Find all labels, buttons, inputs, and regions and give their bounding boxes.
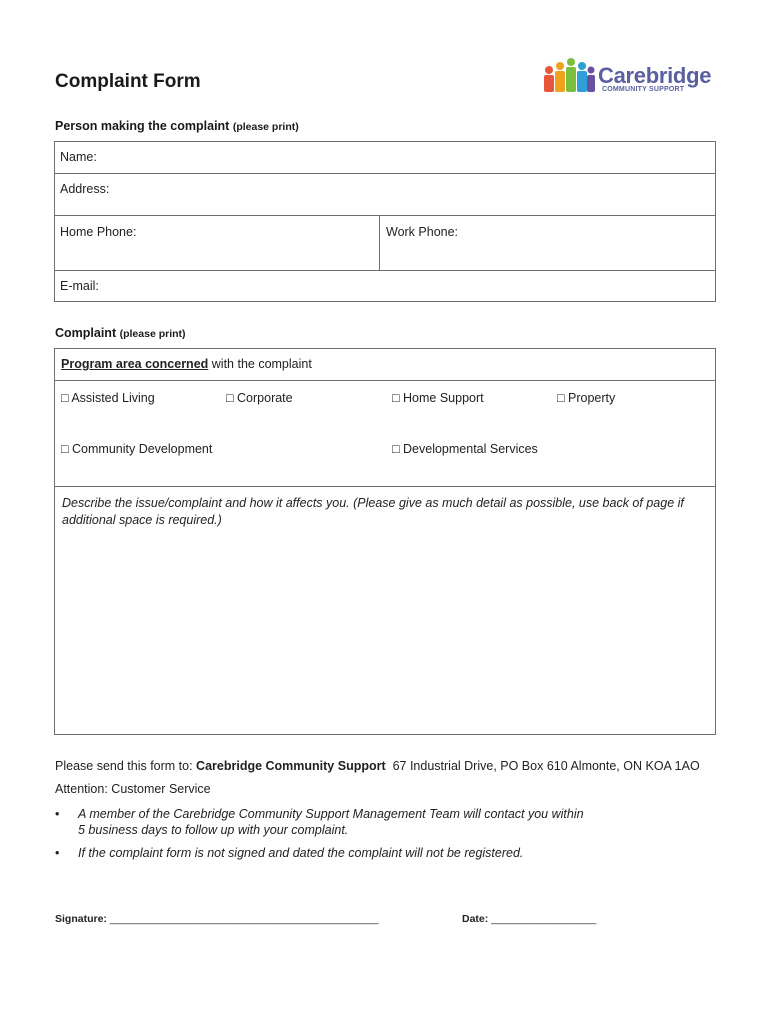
option-developmental-services[interactable]: □ Developmental Services <box>392 442 538 456</box>
program-header <box>61 357 312 371</box>
signature-line: ______________________________________________ <box>109 913 379 925</box>
person-info-box <box>54 141 716 302</box>
send-org: Carebridge Community Support <box>196 759 386 773</box>
send-prefix: Please send this form to: <box>55 759 197 773</box>
option-property[interactable]: □ Property <box>557 391 616 405</box>
address-label: Address: <box>60 182 110 196</box>
send-address: 67 Industrial Drive, PO Box 610 Almonte, ON KOA 1AO <box>385 759 700 773</box>
option-home-support[interactable]: □ Home Support <box>392 391 484 405</box>
work-phone-label: Work Phone: <box>386 225 459 239</box>
program-header-rest: with the complaint <box>208 357 312 371</box>
email-row[interactable] <box>55 271 715 302</box>
carebridge-logo <box>540 56 718 98</box>
home-phone-label: Home Phone: <box>60 225 137 239</box>
bullet-text: A member of the Carebridge Community Support Management Team will contact you within 5 business days to follow up with your complaint. <box>78 807 584 837</box>
signature-label: Signature: <box>55 913 110 925</box>
date-label: Date: <box>462 913 492 925</box>
date-field[interactable] <box>462 913 596 925</box>
logo-subtitle-text: COMMUNITY SUPPORT <box>602 86 685 93</box>
bullet-icon: • <box>55 807 60 821</box>
signature-field[interactable] <box>55 913 378 925</box>
person-section-note: (please print) <box>232 121 299 133</box>
person-section-label <box>55 119 299 133</box>
complaint-section-title: Complaint <box>55 326 117 340</box>
send-to-line <box>55 759 700 773</box>
option-community-development[interactable]: □ Community Development <box>61 442 213 456</box>
program-header-bold: Program area concerned <box>61 357 209 371</box>
logo-brand-text: Carebridge <box>598 63 712 88</box>
attention-line: Attention: Customer Service <box>55 782 211 796</box>
name-row[interactable] <box>55 142 715 174</box>
person-section-title: Person making the complaint <box>55 119 230 133</box>
complaint-section-label <box>55 326 186 340</box>
option-assisted-living[interactable]: □ Assisted Living <box>61 391 155 405</box>
phone-divider <box>379 216 380 270</box>
date-line: __________________ <box>491 913 597 925</box>
complaint-box <box>54 348 716 735</box>
phone-row <box>55 216 715 271</box>
address-row[interactable] <box>55 174 715 216</box>
bullet-icon: • <box>55 846 60 860</box>
form-title: Complaint Form <box>55 71 201 92</box>
bullet-text: If the complaint form is not signed and dated the complaint will not be registered. <box>78 846 524 860</box>
name-label: Name: <box>60 150 97 164</box>
program-options-row <box>55 381 715 487</box>
complaint-section-note: (please print) <box>119 328 186 340</box>
program-header-row <box>55 349 715 381</box>
email-label: E-mail: <box>60 279 99 293</box>
people-logo-icon <box>540 56 596 96</box>
describe-instructions: Describe the issue/complaint and how it affects you. (Please give as much detail as possible, use back of page if additional space is required.) <box>62 496 684 527</box>
option-corporate[interactable]: □ Corporate <box>226 391 293 405</box>
describe-row[interactable] <box>55 487 715 735</box>
